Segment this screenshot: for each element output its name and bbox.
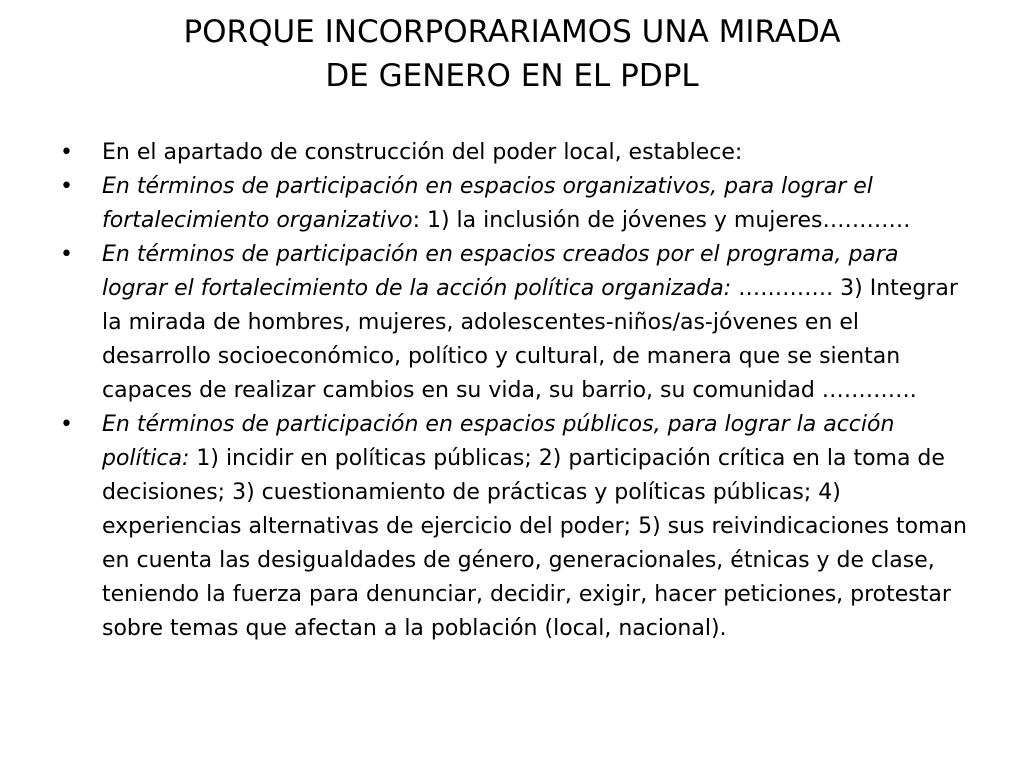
bullet-dot-icon: •: [60, 140, 73, 165]
bullet-dot-icon: •: [60, 412, 73, 437]
title-line-2: DE GENERO EN EL PDPL: [325, 58, 699, 94]
bullet-text: 1) incidir en políticas públicas; 2) participación crítica en la toma de decisiones; 3) cuestionamiento de prácticas y políticas públicas; 4) experiencias alternativas de ejercicio del poder; 5) sus reivindicaciones toman en cuenta las desigualdades de género, generacionales, étnicas y de clase, teniendo la fuerza para denunciar, decidir, exigir, hacer peticiones, protestar sobre temas que afectan a la población (local, nacional).: [102, 446, 967, 641]
bullet-dot-icon: •: [60, 242, 73, 267]
bullet-text-italic: En términos de participación en espacios públicos, para lograr la acción política:: [102, 412, 895, 471]
bullet-text: …………. 3) Integrar la mirada de hombres, mujeres, adolescentes-niños/as-jóvenes en el desarrollo socioeconómico, político y cultural, de manera que se sientan capaces de realizar cambios en su vida, su barrio, su comunidad ………….: [102, 276, 958, 403]
slide-title: [40, 10, 984, 98]
title-line-1: PORQUE INCORPORARIAMOS UNA MIRADA: [183, 14, 841, 50]
bullet-text-italic: En términos de participación en espacios creados por el programa, para lograr el fortalecimiento de la acción política organizada:: [102, 242, 899, 301]
bullet-item-3: [60, 238, 970, 408]
bullet-item-2: [60, 170, 970, 238]
bullet-text: : 1) la inclusión de jóvenes y mujeres…………: [412, 208, 911, 233]
bullet-dot-icon: •: [60, 174, 73, 199]
bullet-text: En el apartado de construcción del poder local, establece:: [102, 140, 743, 165]
bullet-item-1: [60, 136, 970, 170]
bullet-item-4: [60, 408, 970, 646]
bullet-list: [60, 136, 970, 646]
bullet-text-italic: En términos de participación en espacios organizativos, para lograr el fortalecimiento organizativo: [102, 174, 873, 233]
